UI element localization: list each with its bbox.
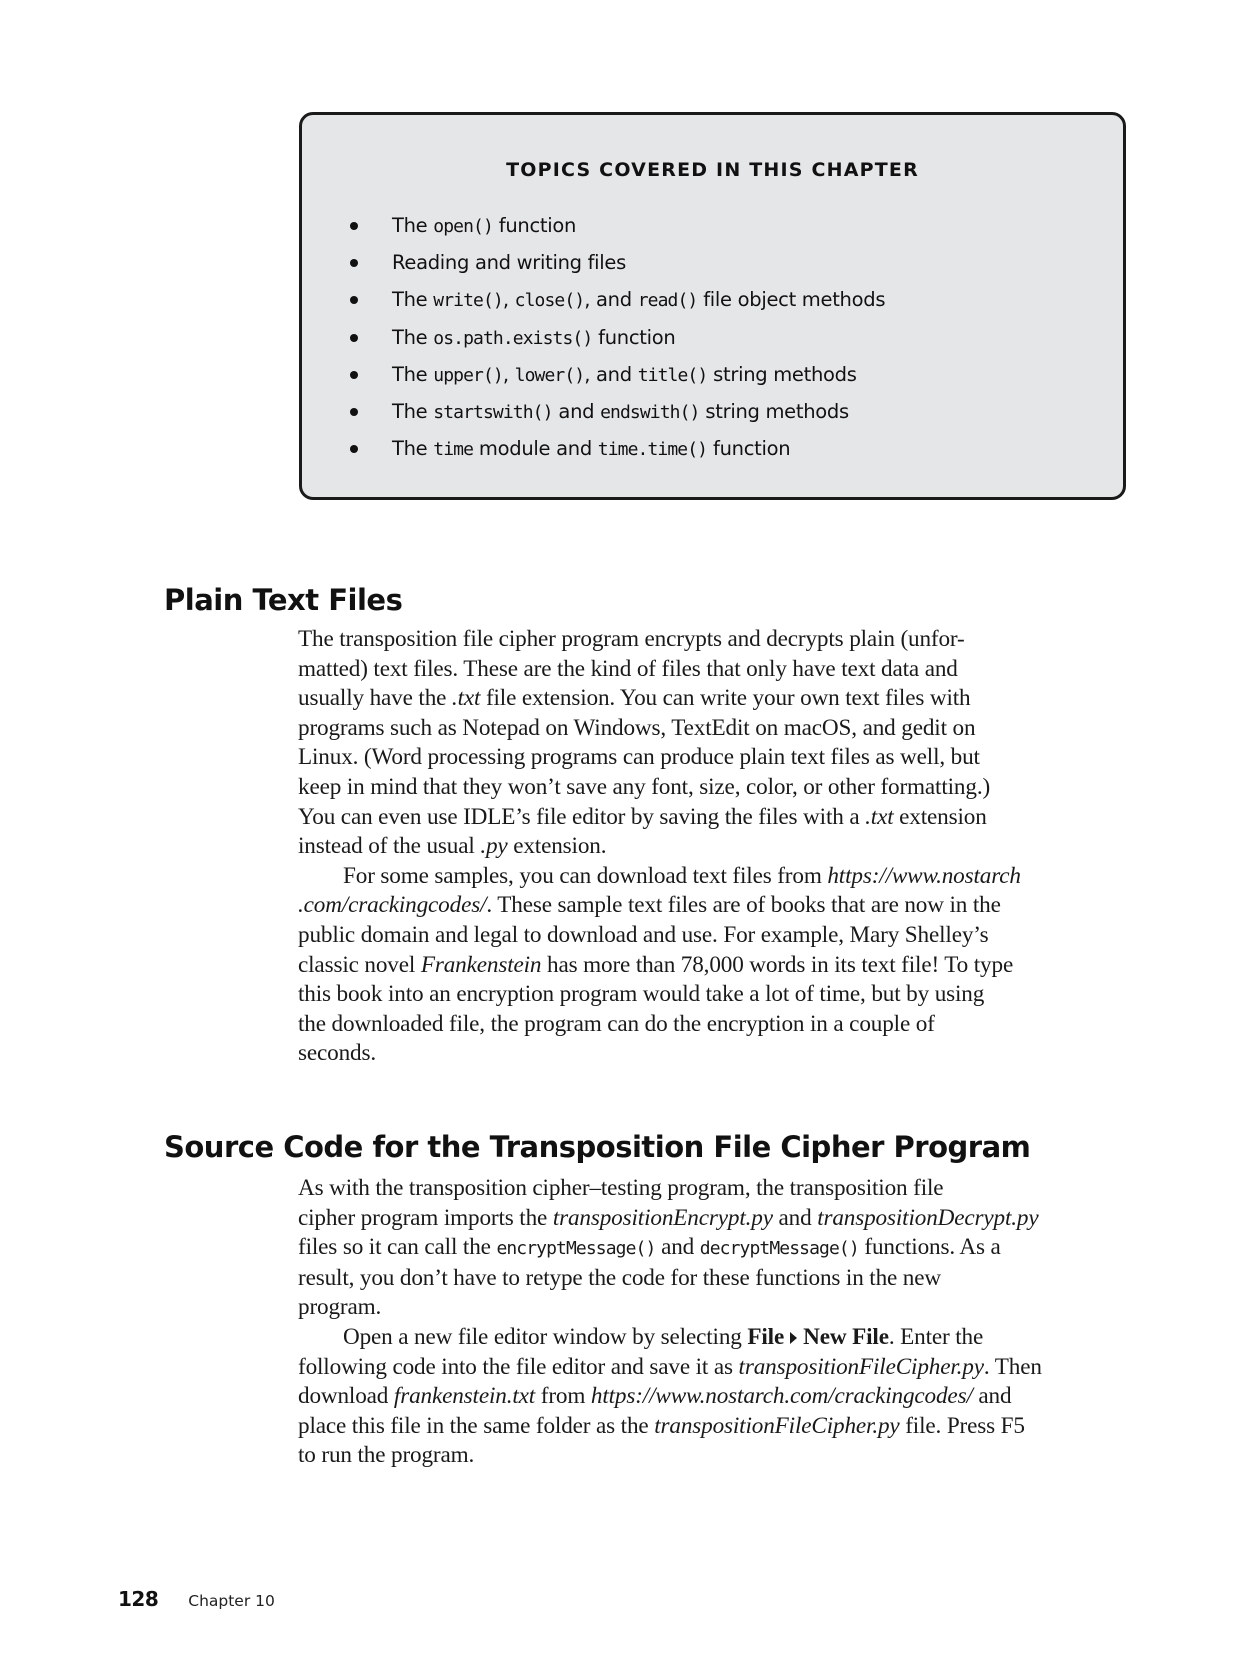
text-run: matted) text files. These are the kind of files that only have text data and	[298, 655, 958, 682]
inline-code: os.path.exists()	[433, 327, 593, 349]
text-run: and	[972, 1383, 1012, 1410]
bullet-icon	[350, 371, 358, 379]
text-line	[298, 1174, 1118, 1204]
topic-item	[346, 281, 885, 318]
text-run: The	[392, 288, 434, 312]
paragraph	[298, 1323, 1118, 1471]
text-run: instead of the usual	[298, 833, 481, 860]
topics-covered-box	[299, 112, 1126, 500]
text-run: The	[392, 362, 434, 386]
italic-text: .txt	[865, 803, 894, 830]
topic-item	[346, 393, 885, 430]
text-line	[298, 684, 1118, 714]
text-run: . These sample text files are of books that are now in the	[486, 892, 1001, 919]
bullet-icon	[350, 222, 358, 230]
italic-text: .com/crackingcodes/	[298, 892, 487, 919]
text-run: . Enter the	[888, 1323, 984, 1350]
inline-code: read()	[637, 290, 698, 312]
inline-code: encryptMessage()	[496, 1238, 656, 1260]
text-line	[298, 1204, 1118, 1234]
text-run: . Then	[983, 1353, 1042, 1380]
text-run: file extension. You can write your own text files with	[480, 685, 971, 712]
paragraph	[298, 862, 1118, 1069]
topic-item	[346, 244, 885, 281]
text-run: For some samples, you can download text files from	[343, 862, 828, 889]
text-run: Open a new file editor window by selecting	[343, 1323, 748, 1350]
topic-item	[346, 319, 885, 356]
text-run: function	[492, 214, 577, 237]
text-run: The	[392, 214, 434, 237]
bullet-icon	[350, 408, 358, 416]
text-run: files so it can call the	[298, 1234, 497, 1261]
text-line	[298, 891, 1118, 921]
text-line	[298, 1293, 1118, 1323]
italic-text: Frankenstein	[420, 951, 542, 978]
chapter-label: Chapter 10	[188, 1592, 275, 1610]
text-run: function	[592, 325, 676, 349]
bullet-icon	[350, 445, 358, 453]
text-run: usually have the	[298, 685, 452, 712]
italic-text: transpositionFileCipher.py	[738, 1353, 984, 1380]
text-run: and	[772, 1204, 818, 1231]
text-run: this book into an encryption program would take a lot of time, but by using	[298, 981, 985, 1008]
text-run: and	[655, 1234, 700, 1261]
text-run: following code into the file editor and save it as	[298, 1353, 739, 1380]
bullet-icon	[350, 334, 358, 342]
topics-box-title: TOPICS COVERED IN THIS CHAPTER	[506, 159, 919, 181]
text-line	[298, 1323, 1118, 1353]
text-line	[298, 1264, 1118, 1294]
text-run: The	[392, 399, 434, 423]
text-run: functions. As a	[858, 1234, 1001, 1261]
text-run: classic novel	[298, 951, 421, 978]
text-run: program.	[298, 1294, 382, 1321]
text-run: to run the program.	[298, 1442, 475, 1469]
inline-code: time.time()	[597, 439, 708, 461]
text-line	[298, 655, 1118, 685]
text-run: The transposition file cipher program encrypts and decrypts plain (unfor-	[298, 626, 965, 652]
inline-code: time	[433, 439, 474, 461]
text-run: ,	[502, 288, 515, 312]
text-run: module and	[473, 437, 598, 461]
text-run: result, you don’t have to retype the code for these functions in the new	[298, 1264, 941, 1291]
italic-text: transpositionFileCipher.py	[654, 1412, 900, 1439]
inline-code: endswith()	[600, 401, 700, 423]
text-run: programs such as Notepad on Windows, TextEdit on macOS, and gedit on	[298, 714, 976, 741]
text-line	[298, 743, 1118, 773]
text-run: cipher program imports the	[298, 1204, 553, 1231]
text-run: The	[392, 437, 434, 461]
text-run: extension	[893, 803, 987, 830]
paragraph	[298, 1174, 1118, 1323]
inline-code: lower()	[514, 364, 585, 386]
text-run: , and	[584, 362, 638, 386]
text-line	[298, 980, 1118, 1010]
menu-path-text: New File	[803, 1323, 889, 1350]
text-line	[298, 803, 1118, 833]
text-run: function	[707, 437, 791, 461]
text-line	[298, 862, 1118, 892]
text-line	[298, 1441, 1118, 1471]
text-line	[298, 1039, 1118, 1069]
section-heading-plain-text-files: Plain Text Files	[164, 583, 403, 617]
inline-code: title()	[637, 364, 708, 386]
inline-code: write()	[433, 290, 503, 312]
bullet-icon	[350, 296, 358, 304]
text-run: from	[535, 1383, 591, 1410]
section-heading-source-code: Source Code for the Transposition File Cipher Program	[164, 1130, 1031, 1164]
inline-code: upper()	[433, 364, 503, 386]
italic-text: .py	[480, 833, 508, 860]
text-run: has more than 78,000 words in its text file! To type	[541, 951, 1014, 978]
text-line	[298, 921, 1118, 951]
text-line	[298, 1010, 1118, 1040]
text-run: download	[298, 1383, 394, 1410]
inline-code: open()	[433, 216, 493, 237]
text-run: seconds.	[298, 1040, 377, 1067]
page-number: 128	[118, 1587, 159, 1611]
text-run: ,	[502, 362, 515, 386]
text-run: the downloaded file, the program can do the encryption in a couple of	[298, 1010, 935, 1037]
text-run: You can even use IDLE’s file editor by saving the files with a	[298, 803, 866, 830]
italic-text: transpositionDecrypt.py	[817, 1204, 1039, 1231]
menu-path-text: File	[747, 1323, 785, 1350]
page-footer	[118, 1587, 275, 1611]
bullet-icon	[350, 259, 358, 267]
text-run: string methods	[707, 362, 857, 386]
section-body-source-code	[298, 1174, 1118, 1471]
text-run: public domain and legal to download and use. For example, Mary Shelley’s	[298, 921, 989, 948]
text-run: As with the transposition cipher–testing program, the transposition file	[298, 1175, 944, 1201]
text-line	[298, 625, 1118, 655]
text-run: , and	[584, 288, 638, 312]
inline-code: decryptMessage()	[699, 1238, 859, 1260]
italic-text: https://www.nostarch.com/crackingcodes/	[590, 1383, 973, 1410]
text-run: place this file in the same folder as the	[298, 1412, 655, 1439]
text-run: file. Press F5	[899, 1412, 1025, 1439]
text-run: string methods	[699, 399, 849, 423]
text-run: keep in mind that they won’t save any font, size, color, or other formatting.)	[298, 773, 991, 800]
italic-text: transpositionEncrypt.py	[552, 1204, 773, 1231]
text-run: file object methods	[697, 288, 886, 312]
text-run: and	[552, 399, 601, 423]
menu-arrow-icon	[790, 1332, 797, 1344]
italic-text: frankenstein.txt	[393, 1383, 536, 1410]
inline-code: close()	[514, 290, 585, 312]
text-run: Linux. (Word processing programs can produce plain text files as well, but	[298, 744, 980, 771]
text-run: extension.	[507, 833, 607, 860]
paragraph	[298, 625, 1118, 862]
topic-item	[346, 207, 885, 244]
topic-item	[346, 356, 885, 393]
text-line	[298, 773, 1118, 803]
section-body-plain-text-files	[298, 625, 1118, 1069]
topic-item	[346, 430, 885, 467]
text-line	[298, 1412, 1118, 1442]
inline-code: startswith()	[433, 401, 553, 423]
italic-text: https://www.nostarch	[827, 862, 1021, 889]
text-line	[298, 951, 1118, 981]
text-line	[298, 1353, 1118, 1383]
text-run: The	[392, 325, 434, 349]
topics-list	[346, 207, 885, 467]
text-line	[298, 1233, 1118, 1264]
text-line	[298, 714, 1118, 744]
text-line	[298, 832, 1118, 862]
text-run: Reading and writing files	[392, 251, 626, 275]
text-line	[298, 1382, 1118, 1412]
italic-text: .txt	[451, 685, 481, 712]
